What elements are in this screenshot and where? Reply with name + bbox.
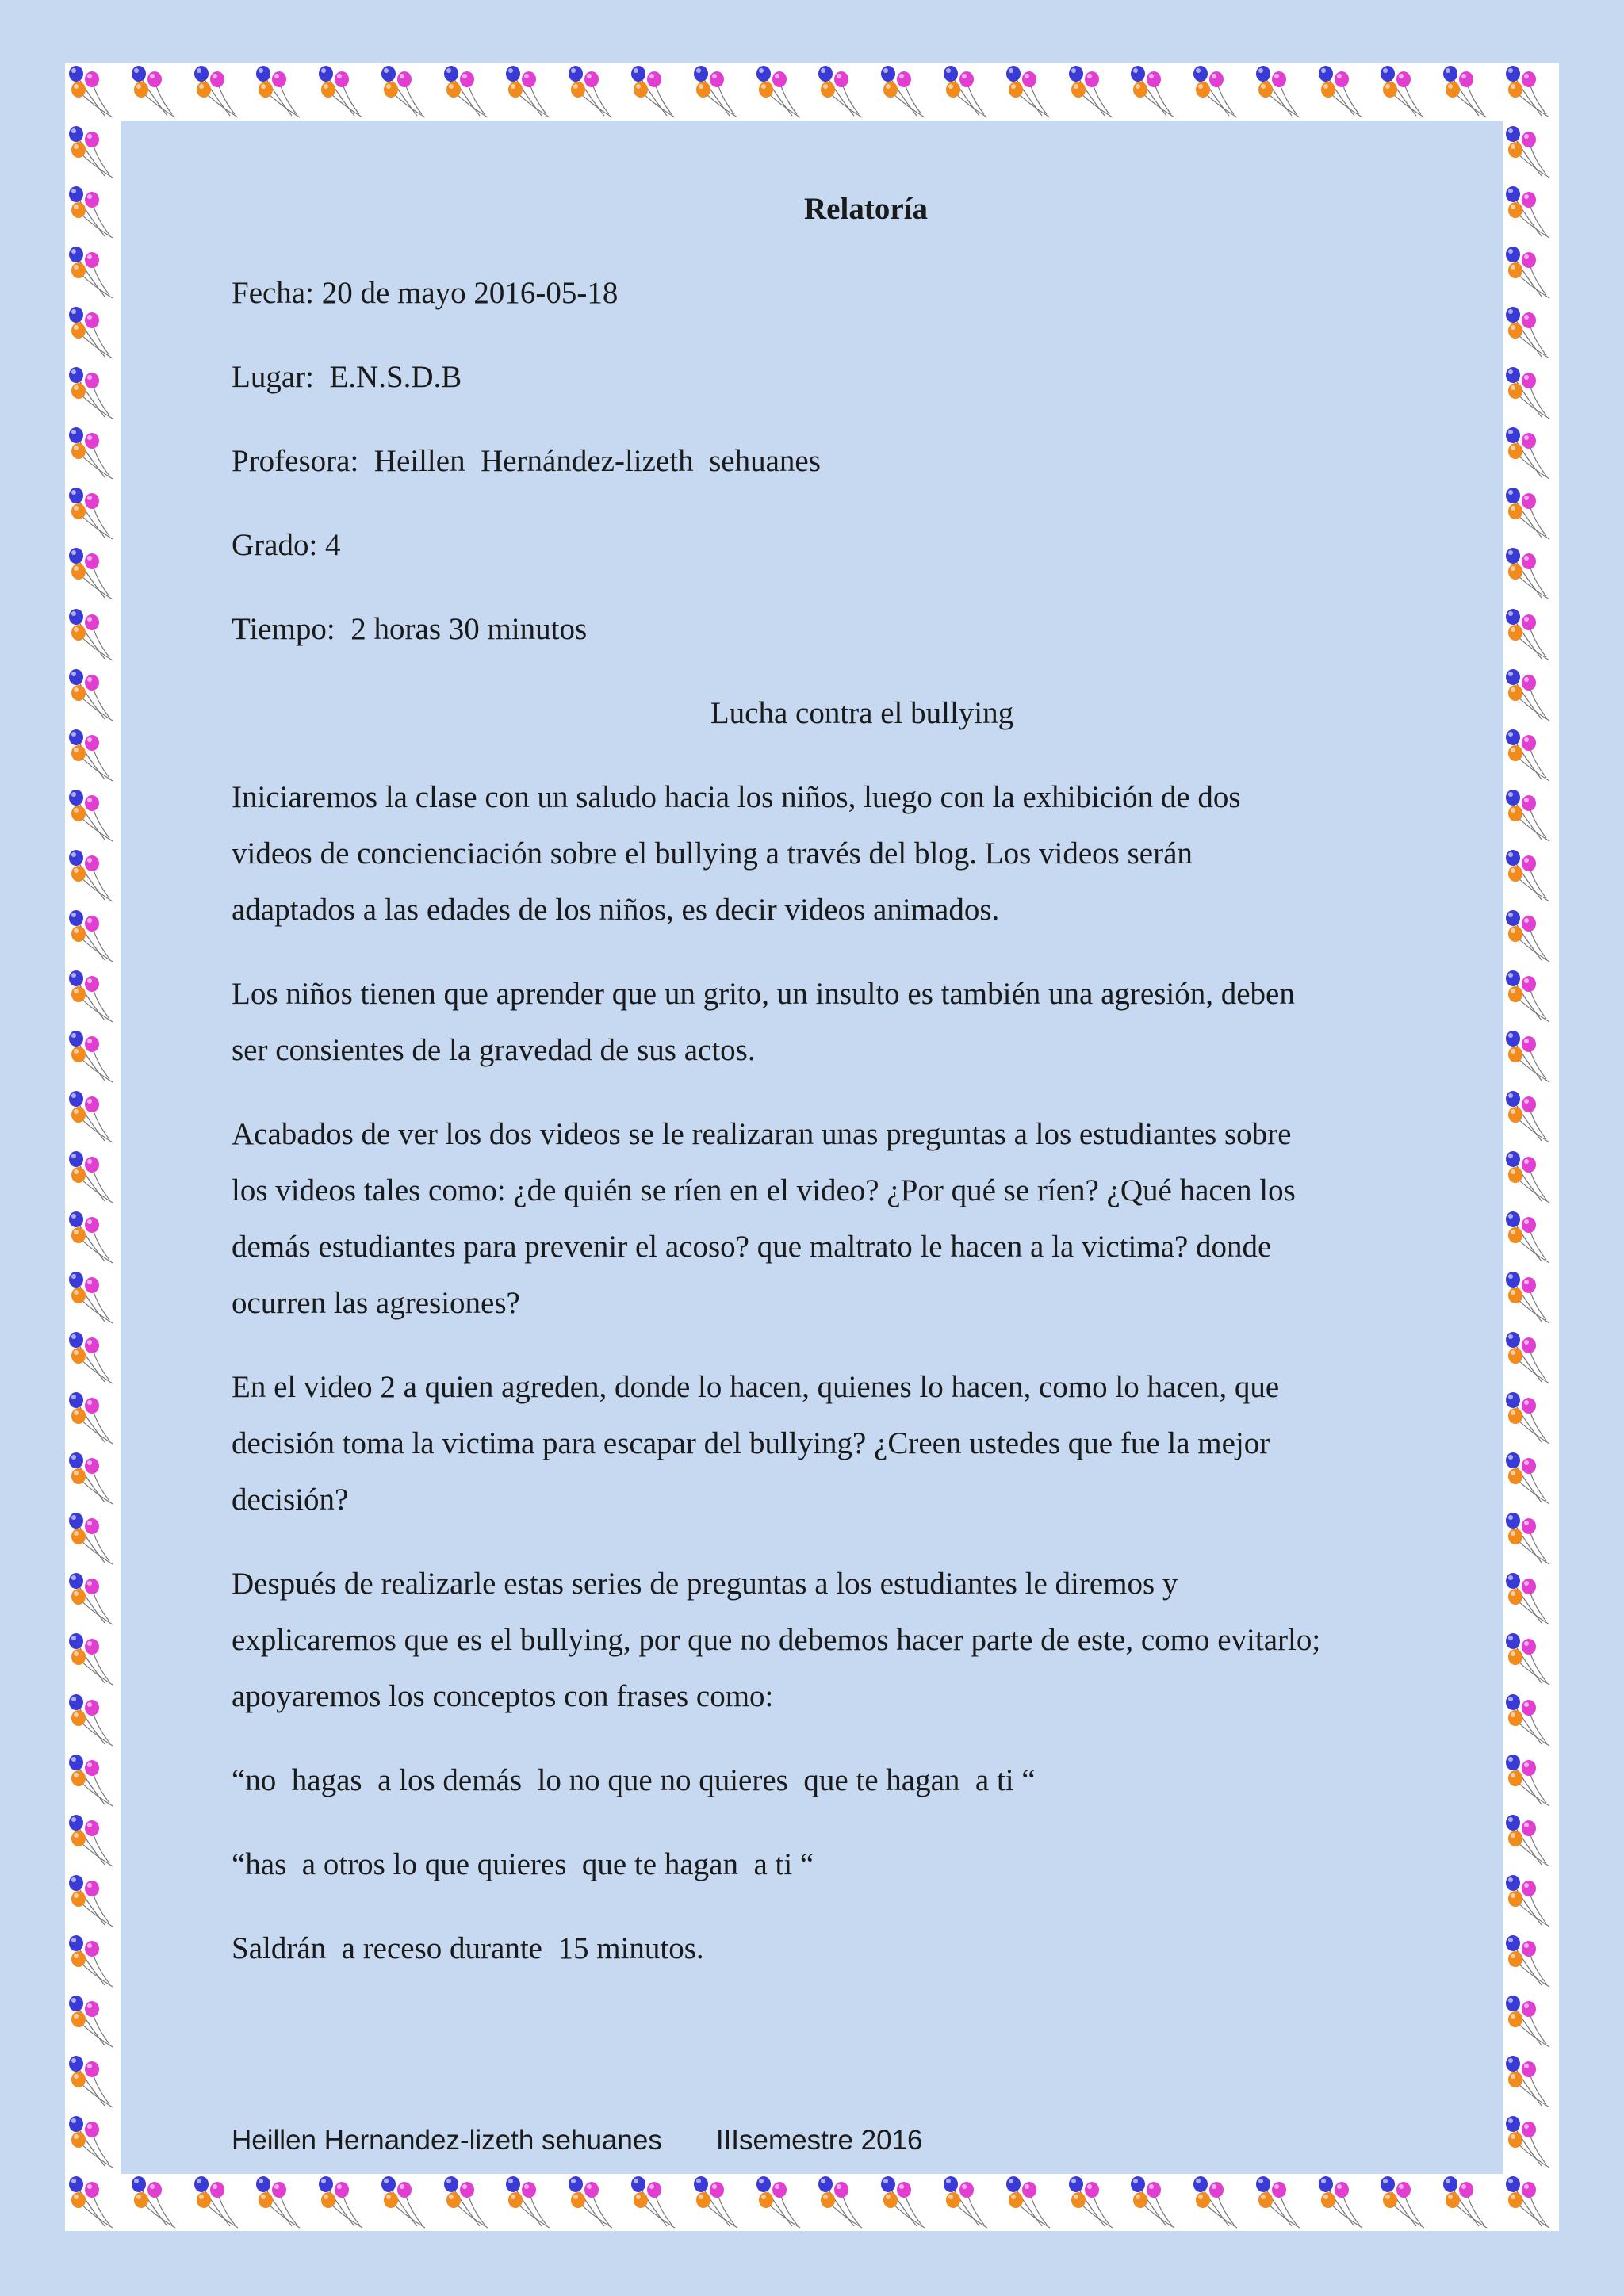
balloons-icon — [1502, 1752, 1559, 1809]
balloons-icon — [1315, 63, 1372, 121]
balloons-icon — [65, 667, 122, 724]
balloons-icon — [1502, 727, 1559, 784]
page-footer — [232, 2125, 923, 2156]
balloons-icon — [1502, 1993, 1559, 2050]
grade-field: Grado: 4 — [232, 528, 341, 562]
balloons-icon — [1502, 2174, 1559, 2231]
balloons-icon — [1502, 1209, 1559, 1266]
balloons-icon — [65, 1209, 122, 1266]
balloons-icon — [65, 1571, 122, 1628]
balloons-icon — [65, 425, 122, 482]
balloons-icon — [627, 2174, 684, 2231]
balloons-icon — [690, 2174, 747, 2231]
balloons-icon — [1502, 1330, 1559, 1387]
balloons-icon — [1002, 2174, 1059, 2231]
balloons-icon — [65, 1028, 122, 1085]
balloons-icon — [440, 63, 497, 121]
balloons-icon — [1502, 1028, 1559, 1085]
paragraph-questions — [232, 1106, 1397, 1331]
balloons-icon — [1252, 63, 1309, 121]
paragraph-intro — [232, 769, 1397, 938]
time-field: Tiempo: 2 horas 30 minutos — [232, 612, 588, 646]
balloons-icon — [565, 63, 622, 121]
balloons-icon — [753, 63, 810, 121]
footer-author: Heillen Hernandez-lizeth sehuanes — [232, 2125, 662, 2156]
balloons-icon — [627, 63, 684, 121]
balloons-icon — [1189, 63, 1247, 121]
balloons-icon — [1502, 1510, 1559, 1567]
balloons-icon — [1502, 2053, 1559, 2110]
balloons-icon — [1252, 2174, 1309, 2231]
balloons-icon — [1502, 1571, 1559, 1628]
text-line: Iniciaremos la clase con un saludo hacia los niños, luego con la exhibición de dos — [232, 780, 1241, 814]
text-line: explicaremos que es el bullying, por que no debemos hacer parte de este, como evitarlo; — [232, 1623, 1321, 1657]
balloons-icon — [1502, 1149, 1559, 1206]
balloons-icon — [1502, 184, 1559, 241]
balloons-icon — [65, 1390, 122, 1447]
balloons-icon — [1502, 1269, 1559, 1326]
balloons-icon — [502, 63, 559, 121]
balloons-icon — [377, 63, 435, 121]
balloons-icon — [65, 848, 122, 905]
balloons-icon — [65, 365, 122, 422]
balloons-icon — [565, 2174, 622, 2231]
balloons-icon — [1502, 124, 1559, 181]
balloons-icon — [1502, 425, 1559, 482]
balloons-icon — [1065, 2174, 1122, 2231]
text-line: demás estudiantes para prevenir el acoso? que maltrato le hacen a la victima? donde — [232, 1230, 1272, 1264]
paragraph-learning — [232, 966, 1397, 1078]
document-subtitle: Lucha contra el bullying — [710, 696, 1014, 730]
balloons-icon — [1439, 2174, 1496, 2231]
balloons-icon — [65, 545, 122, 603]
balloons-icon — [1502, 63, 1559, 121]
text-line: Los niños tienen que aprender que un grito, un insulto es también una agresión, deben — [232, 977, 1295, 1011]
balloons-icon — [1502, 1873, 1559, 1930]
balloons-icon — [65, 1752, 122, 1809]
balloons-icon — [65, 1510, 122, 1567]
balloons-icon — [65, 304, 122, 362]
balloons-icon — [1189, 2174, 1247, 2231]
text-line: videos de concienciación sobre el bullying a través del blog. Los videos serán — [232, 836, 1193, 871]
balloons-icon — [65, 1812, 122, 1869]
balloons-icon — [753, 2174, 810, 2231]
balloons-icon — [1377, 2174, 1434, 2231]
balloons-icon — [1065, 63, 1122, 121]
balloons-icon — [1502, 1692, 1559, 1749]
balloons-icon — [1502, 607, 1559, 664]
text-line: ocurren las agresiones? — [232, 1286, 520, 1320]
balloons-icon — [1502, 1812, 1559, 1869]
text-line: apoyaremos los conceptos con frases como: — [232, 1679, 774, 1713]
balloons-icon — [65, 244, 122, 301]
balloons-icon — [65, 968, 122, 1025]
balloons-icon — [440, 2174, 497, 2231]
balloons-icon — [1502, 244, 1559, 301]
balloons-icon — [814, 2174, 871, 2231]
balloons-icon — [315, 2174, 372, 2231]
balloons-icon — [65, 1873, 122, 1930]
balloons-icon — [65, 1149, 122, 1206]
balloons-icon — [877, 2174, 934, 2231]
balloons-icon — [1502, 2114, 1559, 2171]
closing-line: Saldrán a receso durante 15 minutos. — [232, 1931, 704, 1965]
text-line: decisión? — [232, 1483, 349, 1517]
balloons-icon — [690, 63, 747, 121]
balloons-icon — [65, 2174, 122, 2231]
balloons-icon — [315, 63, 372, 121]
balloons-icon — [1502, 1450, 1559, 1507]
balloons-icon — [1502, 968, 1559, 1025]
balloons-icon — [65, 1269, 122, 1326]
balloons-icon — [1502, 848, 1559, 905]
balloons-icon — [65, 908, 122, 965]
balloons-icon — [65, 1692, 122, 1749]
balloons-icon — [877, 63, 934, 121]
text-line: Acabados de ver los dos videos se le realizaran unas preguntas a los estudiantes sobre — [232, 1117, 1292, 1151]
balloons-icon — [65, 1330, 122, 1387]
balloons-icon — [1502, 485, 1559, 542]
balloons-icon — [1502, 365, 1559, 422]
balloons-icon — [1502, 1089, 1559, 1146]
balloons-icon — [65, 1631, 122, 1688]
text-line: los videos tales como: ¿de quién se ríen en el video? ¿Por qué se ríen? ¿Qué hacen los — [232, 1173, 1296, 1207]
balloons-icon — [65, 124, 122, 181]
balloons-icon — [377, 2174, 435, 2231]
balloons-icon — [1315, 2174, 1372, 2231]
balloons-icon — [1502, 304, 1559, 362]
paragraph-video-two — [232, 1359, 1397, 1528]
document-body — [232, 181, 1397, 2004]
balloons-icon — [65, 1933, 122, 1990]
place-field: Lugar: E.N.S.D.B — [232, 360, 462, 394]
document-title: Relatoría — [804, 192, 928, 226]
balloons-icon — [1502, 787, 1559, 844]
teacher-field: Profesora: Heillen Hernández-lizeth sehuanes — [232, 444, 821, 478]
balloons-icon — [1127, 2174, 1184, 2231]
quote-one: “no hagas a los demás lo no que no quieres que te hagan a ti “ — [232, 1763, 1036, 1797]
balloons-icon — [940, 63, 997, 121]
text-line: Después de realizarle estas series de preguntas a los estudiantes le diremos y — [232, 1567, 1178, 1601]
balloons-icon — [65, 787, 122, 844]
text-line: ser consientes de la gravedad de sus actos. — [232, 1033, 756, 1067]
balloons-icon — [1439, 63, 1496, 121]
balloons-icon — [65, 1450, 122, 1507]
balloons-icon — [65, 727, 122, 784]
balloons-icon — [252, 2174, 309, 2231]
balloons-icon — [1002, 63, 1059, 121]
quote-two: “has a otros lo que quieres que te hagan a ti “ — [232, 1847, 814, 1881]
balloons-icon — [814, 63, 871, 121]
text-line: decisión toma la victima para escapar del bullying? ¿Creen ustedes que fue la mejor — [232, 1426, 1270, 1460]
text-line: adaptados a las edades de los niños, es decir videos animados. — [232, 893, 1000, 927]
balloons-icon — [502, 2174, 559, 2231]
footer-semester: IIIsemestre 2016 — [715, 2125, 923, 2156]
text-line: En el video 2 a quien agreden, donde lo hacen, quienes lo hacen, como lo hacen, que — [232, 1370, 1280, 1404]
balloons-icon — [65, 1993, 122, 2050]
balloons-icon — [128, 2174, 185, 2231]
balloons-icon — [1377, 63, 1434, 121]
balloons-icon — [190, 63, 247, 121]
balloons-icon — [1502, 1933, 1559, 1990]
balloons-icon — [65, 485, 122, 542]
balloons-icon — [65, 2114, 122, 2171]
balloons-icon — [1502, 1631, 1559, 1688]
balloons-icon — [940, 2174, 997, 2231]
balloons-icon — [1502, 908, 1559, 965]
balloons-icon — [128, 63, 185, 121]
balloons-icon — [65, 63, 122, 121]
balloons-icon — [65, 2053, 122, 2110]
balloons-icon — [252, 63, 309, 121]
balloons-icon — [1502, 667, 1559, 724]
balloons-icon — [1502, 545, 1559, 603]
balloons-icon — [190, 2174, 247, 2231]
balloons-icon — [1502, 1390, 1559, 1447]
balloons-icon — [65, 184, 122, 241]
balloons-icon — [65, 607, 122, 664]
paragraph-explanation — [232, 1556, 1397, 1724]
date-field: Fecha: 20 de mayo 2016-05-18 — [232, 276, 619, 310]
balloons-icon — [65, 1089, 122, 1146]
balloons-icon — [1127, 63, 1184, 121]
